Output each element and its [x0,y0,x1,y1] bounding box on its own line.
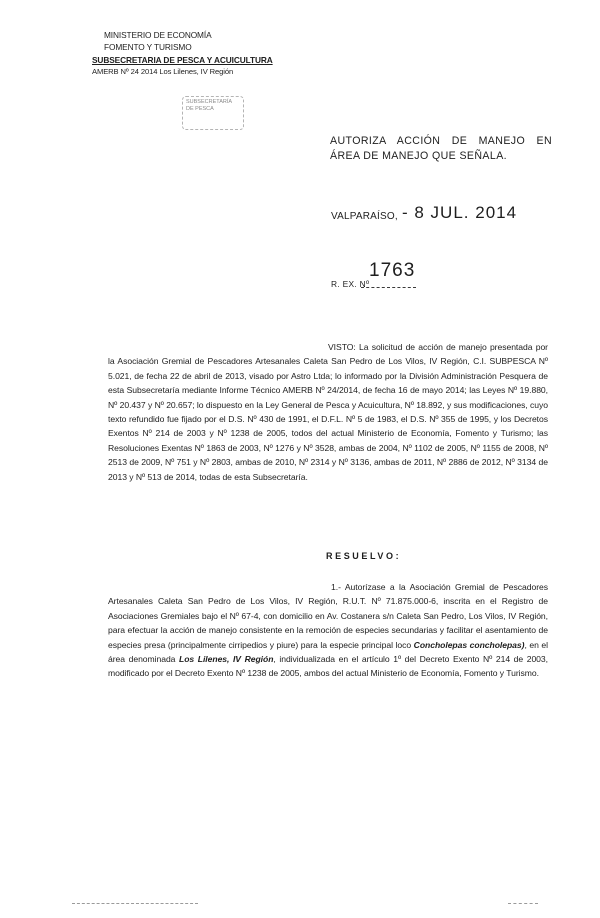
place-label: VALPARAÍSO, [331,211,398,222]
article-1-paragraph [108,580,548,681]
area-name: Los Lilenes, IV Región [179,654,274,665]
species-name: Concholepas concholepas) [413,639,525,650]
resolution-number: 1763 [369,260,416,281]
article-1-text-c: , individualizada en el artículo 1º del Decreto Exento Nº 214 de 2003, modificado por el Decreto Exento Nº 1238 de 2005, ambos del actual Ministerio de Economía, Fomento y Turismo. [108,654,548,679]
stamp-line-1: SUBSECRETARÍA [186,99,233,105]
document-subject: AUTORIZA ACCIÓN DE MANEJO EN ÁREA DE MANEJO QUE SEÑALA. [330,135,552,162]
visto-text: La solicitud de acción de manejo presentada por la Asociación Gremial de Pescadores Artesanales Caleta San Pedro de Los Vilos, IV Región, C.I. SUBPESCA Nº 5.021, de fecha 22 de abril de 2013, visado por Astro Ltda; lo informado por la División Administración Pesquera de esta Subsecretaría mediante Informe Técnico AMERB Nº 24/2014, de fecha 16 de mayo 2014; las Leyes Nº 19.880, Nº 20.437 y Nº 20.657; lo dispuesto en la Ley General de Pesca y Acuicultura, Nº 18.892, y sus modificaciones, cuyo texto refundido fue fijado por el D.S. Nº 430 de 1991, el D.F.L. Nº 5 de 1983, el D.S. Nº 355 de 1995, y los Decretos Exentos Nº 214 de 2003 y Nº 1238 de 2005, todos del actual Ministerio de Economía, Fomento y Turismo; las Resoluciones Exentas Nº 1863 de 2003, Nº 1276 y Nº 3528, ambas de 2004, Nº 1102 de 2005, Nº 1155 de 2008, Nº 2513 de 2009, Nº 751 y Nº 2803, ambas de 2010, Nº 2314 y Nº 3136, ambas de 2011, Nº 2886 de 2012, Nº 3134 de 2013 y Nº 513 de 2014, todas de esta Subsecretaría. [108,342,548,482]
resolution-date: - 8 JUL. 2014 [402,203,518,222]
subsecretaria-line: SUBSECRETARIA DE PESCA Y ACUICULTURA [92,54,273,65]
ministry-line-1: MINISTERIO DE ECONOMÍA [104,30,212,40]
resuelvo-heading: RESUELVO: [326,551,402,561]
letterhead [92,29,273,79]
footer-rule-right [508,903,538,904]
ministry-line-2: FOMENTO Y TURISMO [104,42,192,53]
article-1-text-b: , en el área denominada [108,639,549,665]
resolution-label: R. EX. Nº [331,279,370,289]
footer-rule-left [72,903,198,904]
stamp-line-2: DE PESCA [186,106,214,112]
reception-stamp [182,96,244,130]
reference-line: AMERB Nº 24 2014 Los Lilenes, IV Región [92,67,234,77]
resolution-number-line [361,287,416,288]
visto-paragraph [108,340,548,484]
article-1-text-a: 1.- Autorízase a la Asociación Gremial de Pescadores Artesanales Caleta San Pedro de Los Vilos, IV Región, R.U.T. Nº 71.875.000-6, inscrita en el Registro de Asociaciones Gremiales bajo el Nº 67-4, con domicilio en Av. Costanera s/n Caleta San Pedro, Los Vilos, IV Región, para efectuar la acción de manejo consistente en la remoción de especies secundarias y facilitar el asentamiento de especies presa (principalmente cirripedios y piure) para la especie principal loco [108,582,548,650]
visto-label: VISTO: [328,342,356,352]
